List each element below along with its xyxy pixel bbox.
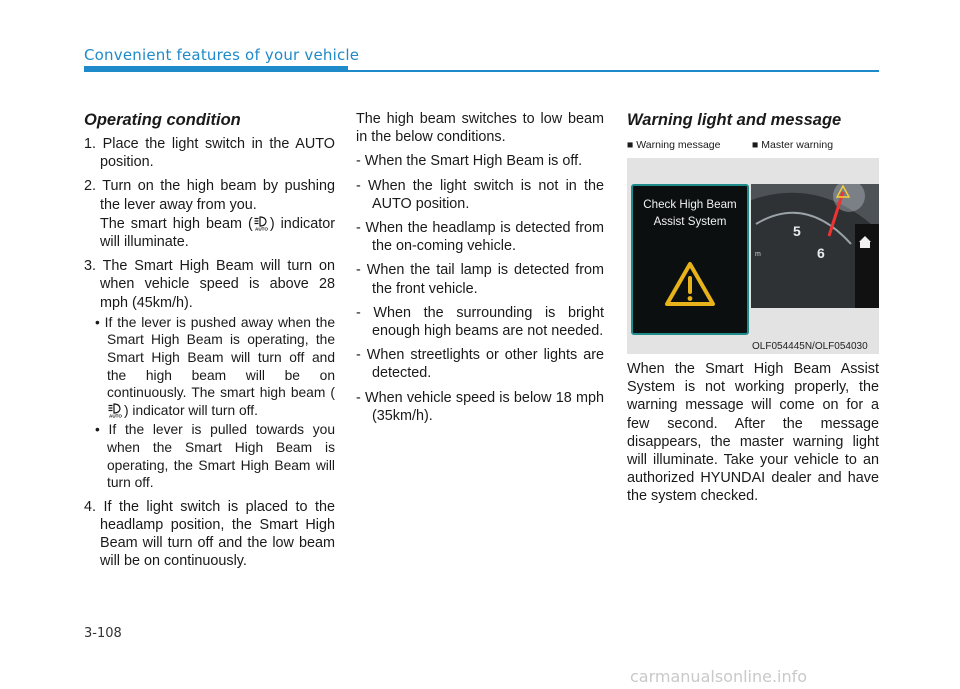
header-rule bbox=[348, 70, 879, 72]
icon-auto-text: AUTO bbox=[109, 413, 122, 418]
lcd-warning-message bbox=[631, 184, 749, 335]
step-1: 1. Place the light switch in the AUTO position. bbox=[84, 136, 335, 171]
bullet-lever-pushed bbox=[84, 314, 335, 420]
section-header: Convenient features of your vehicle bbox=[84, 46, 360, 64]
icon-auto-text: AUTO bbox=[254, 226, 268, 231]
watermark: carmanualsonline.info bbox=[630, 667, 808, 686]
lcd-line-2: Assist System bbox=[653, 215, 727, 228]
figure-code: OLF054445N/OLF054030 bbox=[752, 341, 868, 352]
condition-item: - When streetlights or other lights are detected. bbox=[356, 347, 604, 382]
column-warning bbox=[627, 110, 879, 512]
gauge-unit: m bbox=[755, 251, 761, 258]
step-2-text-after: ) indicator will illuminate. bbox=[100, 215, 336, 251]
figure-labels bbox=[627, 138, 879, 156]
header-bar bbox=[84, 66, 348, 72]
cluster-master-warning bbox=[751, 184, 879, 308]
condition-item: - When the surrounding is bright enough high beams are not needed. bbox=[356, 304, 604, 340]
warning-figure bbox=[627, 158, 879, 354]
smart-high-beam-icon bbox=[107, 403, 124, 418]
step-3: 3. The Smart High Beam will turn on when vehicle speed is above 28 mph (45km/h). bbox=[84, 258, 335, 311]
warning-triangle-icon bbox=[663, 260, 717, 308]
step-4: 4. If the light switch is placed to the headlamp position, the Smart High Beam will turn off and the low beam will be on continuously. bbox=[84, 498, 335, 570]
page-number: 3-108 bbox=[84, 626, 122, 641]
step-2-indicator bbox=[84, 215, 335, 251]
condition-item: - When the Smart High Beam is off. bbox=[356, 153, 583, 170]
condition-item: - When the headlamp is detected from the on-coming vehicle. bbox=[356, 220, 604, 255]
smart-high-beam-icon bbox=[253, 216, 270, 231]
gauge-number-6: 6 bbox=[817, 245, 825, 261]
column-operating-condition bbox=[84, 110, 335, 577]
bullet-1-text-after: ) indicator will turn off. bbox=[124, 402, 258, 418]
heading-warning-light: Warning light and message bbox=[627, 111, 842, 129]
step-2-text-before: The smart high beam ( bbox=[100, 215, 253, 232]
step-2: 2. Turn on the high beam by pushing the lever away from you. bbox=[84, 178, 335, 213]
condition-item: - When vehicle speed is below 18 mph (35km/h). bbox=[356, 389, 604, 424]
warning-body-text: When the Smart High Beam Assist System is not working properly, the warning message will come on for a few second. After the message disappears, the master warning light will illuminate. Take your vehicle to an authorized HYUNDAI dealer and have the system checked. bbox=[627, 361, 879, 505]
bullet-lever-pulled: • If the lever is pulled towards you when the Smart High Beam is operating, the Smart High Beam will turn off. bbox=[95, 422, 335, 491]
condition-item: - When the light switch is not in the AUTO position. bbox=[356, 177, 604, 212]
label-warning-message: ■ Warning message bbox=[627, 139, 721, 151]
lcd-line-1: Check High Beam bbox=[643, 198, 737, 211]
bullet-1-text-before: • If the lever is pushed away when the Smart High Beam is operating, the Smart High Beam will turn off and the high beam will be on continuously. The smart high beam ( bbox=[95, 314, 335, 401]
condition-item: - When the tail lamp is detected from the front vehicle. bbox=[356, 262, 604, 297]
column-low-beam-conditions bbox=[356, 110, 604, 431]
gauge-number-5: 5 bbox=[793, 223, 801, 239]
label-master-warning: ■ Master warning bbox=[752, 139, 834, 151]
heading-operating-condition: Operating condition bbox=[84, 111, 241, 129]
low-beam-intro: The high beam switches to low beam in the below conditions. bbox=[356, 111, 604, 146]
lcd-message-text bbox=[633, 196, 747, 230]
